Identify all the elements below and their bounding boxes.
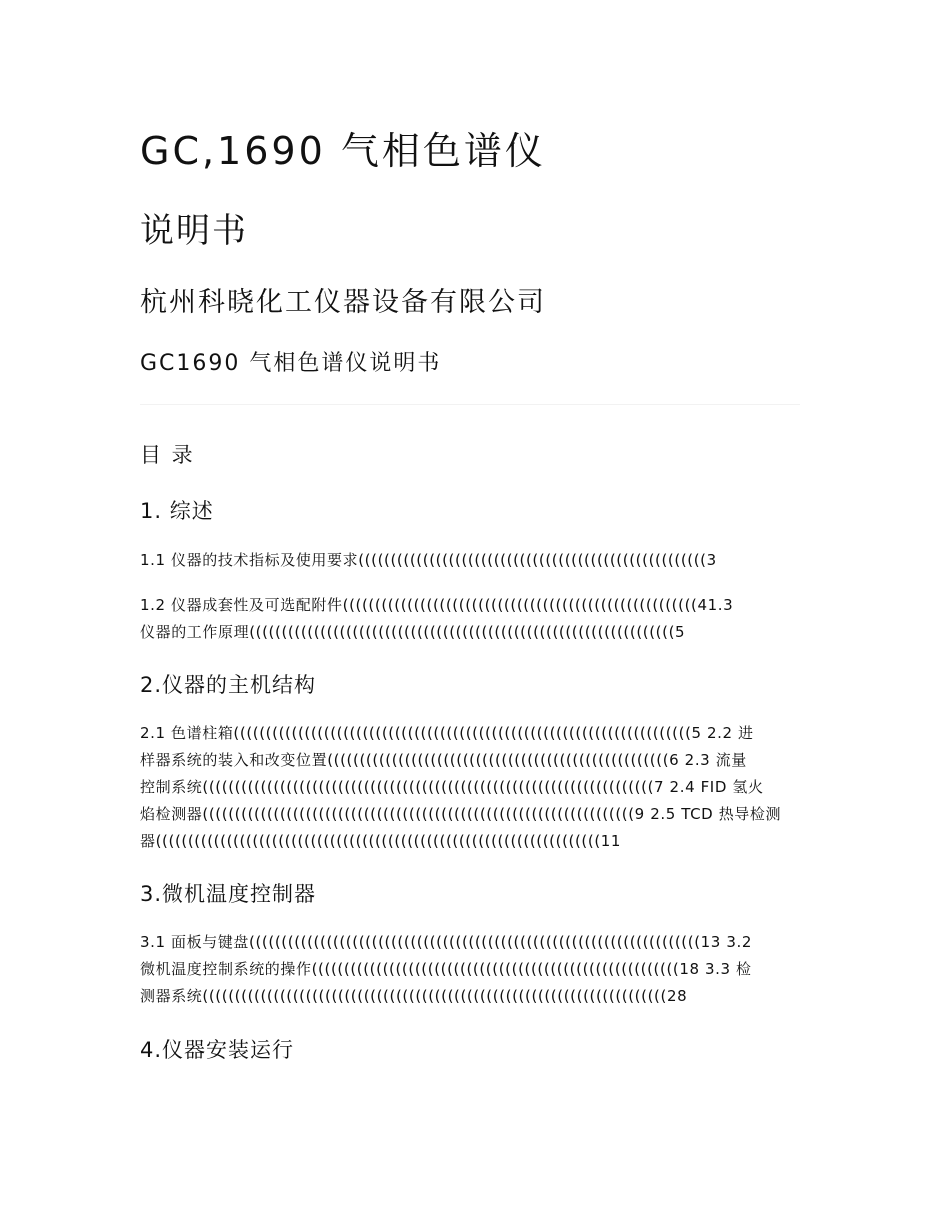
toc-line: 仪器的工作原理((((((((((((((((((((((((((((((((((((((((((((((((((((((((((((((((((5 — [140, 623, 686, 641]
document-subtitle: GC1690 气相色谱仪说明书 — [140, 351, 442, 376]
toc-line: 测器系统((((((((((((((((((((((((((((((((((((((((((((((((((((((((((((((((((((((((28 — [140, 987, 688, 1005]
toc-line: 微机温度控制系统的操作(((((((((((((((((((((((((((((((((((((((((((((((((((((((((18 3.3 检 — [140, 960, 752, 978]
toc-line: 3.1 面板与键盘((((((((((((((((((((((((((((((((((((((((((((((((((((((((((((((((((((((13 3.2 — [140, 933, 752, 951]
section-heading: 1. 综述 — [140, 499, 214, 523]
document-title-line1: GC,1690 气相色谱仪 — [140, 129, 546, 173]
toc-line: 控制系统((((((((((((((((((((((((((((((((((((((((((((((((((((((((((((((((((((((7 2.4 FID 氢火 — [140, 778, 764, 796]
document-title-line2: 说明书 — [140, 211, 248, 251]
toc-line: 焰检测器(((((((((((((((((((((((((((((((((((((((((((((((((((((((((((((((((((9 2.5 TCD 热导检测 — [140, 805, 782, 823]
company-name: 杭州科晓化工仪器设备有限公司 — [140, 287, 546, 318]
toc-paragraph — [140, 720, 812, 855]
toc-heading: 目 录 — [140, 443, 195, 467]
toc-line: 1.2 仪器成套性及可选配附件(((((((((((((((((((((((((((((((((((((((((((((((((((((((41.3 — [140, 596, 734, 614]
section-heading: 2.仪器的主机结构 — [140, 673, 317, 697]
toc-line: 器(((((((((((((((((((((((((((((((((((((((((((((((((((((((((((((((((((((11 — [140, 832, 622, 850]
toc-paragraph — [140, 547, 812, 574]
section-heading: 4.仪器安装运行 — [140, 1038, 295, 1062]
toc-paragraph — [140, 929, 812, 1010]
section-heading: 3.微机温度控制器 — [140, 882, 317, 906]
toc-paragraph — [140, 592, 812, 646]
divider — [140, 404, 800, 405]
toc-line: 1.1 仪器的技术指标及使用要求((((((((((((((((((((((((((((((((((((((((((((((((((((((3 — [140, 551, 717, 569]
toc-line: 2.1 色谱柱箱(((((((((((((((((((((((((((((((((((((((((((((((((((((((((((((((((((((((5 2.2 进 — [140, 724, 754, 742]
toc-line: 样器系统的装入和改变位置(((((((((((((((((((((((((((((((((((((((((((((((((((((6 2.3 流量 — [140, 751, 747, 769]
